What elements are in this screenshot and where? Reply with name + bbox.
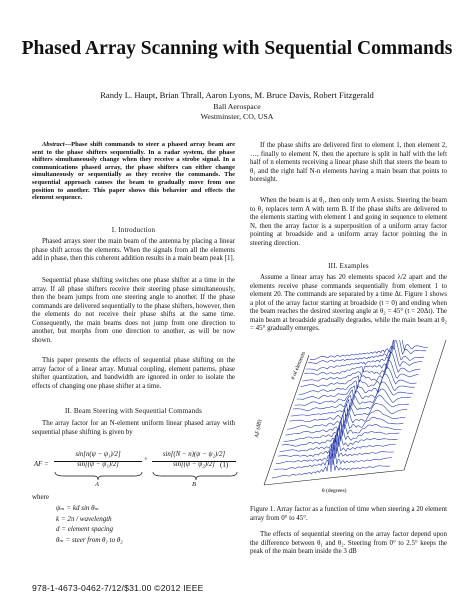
affiliation-org: Ball Aerospace: [213, 102, 261, 111]
right-text-1: If the phase shifts are delivered first to element 1, then element 2, …, finally to element N, then the aperture is split in half with the left half of n elements receiving a linear phase shift that steers the beam to θ₁ and the right half N-n elements having a main beam that points to boresight.: [250, 141, 447, 184]
copyright-footer: 978-1-4673-0462-7/12/$31.00 ©2012 IEEE: [32, 583, 204, 593]
af-curve-6: [283, 419, 401, 441]
plus-sign: +: [144, 456, 148, 463]
af-curve-19: [308, 340, 426, 364]
term-a-numerator: sin[n(ψ − ψ₁)/2]: [75, 451, 121, 458]
right-paragraph-4: [250, 530, 447, 556]
af-curve-8: [287, 409, 405, 429]
term-b-label: B: [192, 481, 196, 488]
section-heading-introduction: I. Introduction: [111, 226, 156, 234]
intro-paragraph-3: [32, 356, 235, 390]
intro-paragraph-1: [32, 237, 235, 263]
elements-axis-line: [264, 355, 309, 485]
af-curve-12: [295, 382, 413, 406]
term-b-denominator: sin[(ψ − ψ₂)/2]: [173, 461, 215, 468]
definition-k: k = 2π / wavelength: [56, 514, 112, 523]
abstract-body: —Phase shift commands to steer a phased array beam are sent to the phase shifters sequentially. In a radar system, the phase shifters simultaneously change when they receive a strobe signal. In a communications phased array, the phase shifters can either change simultaneously or sequentially as they receive the commands. The sequential approach causes the beam to gradually move from one position to another. This paper shows this behavior and effects the element sequence.: [32, 141, 235, 202]
definition-d: d = element spacing: [56, 525, 114, 533]
array-factor-equation: [34, 451, 239, 493]
af-curve-9: [289, 404, 407, 422]
theta-axis-line: [264, 470, 404, 485]
definition-theta: θₘ = steer from θ₁ to θ₂: [56, 535, 123, 544]
intro-text-3: This paper presents the effects of sequential phase shifting on the array factor of a linear array. Mutual coupling, element patterns, phase shifter quantization, and bandwidth are ignored in order to isolate the effects of changing one phase shifter at a time.: [32, 356, 235, 390]
term-a-denominator: sin[(ψ − ψ₁)/2]: [77, 461, 119, 468]
af-curve-20: [310, 340, 428, 360]
theta-axis-label: θ (degrees): [322, 488, 347, 494]
author-list: Randy L. Haupt, Brian Thrall, Aaron Lyons, M. Bruce Davis, Robert Fitzgerald: [100, 90, 374, 100]
depth-axis-line: [404, 340, 446, 470]
term-a-label: A: [95, 481, 99, 488]
af-curve-18: [306, 340, 424, 370]
term-b-numerator: sin[(N − n)(ψ − ψ₂)/2]: [162, 451, 226, 458]
abstract-label: Abstract: [42, 141, 65, 148]
section-heading-examples: III. Examples: [328, 262, 369, 270]
af-curve-7: [285, 414, 403, 436]
af-axis-label: AF (dB): [254, 419, 264, 439]
right-text-3: Assume a linear array has 20 elements spaced λ/2 apart and the elements receive phase commands sequentially from element 1 to element 20. The commands are separated by a time Δt. Figure 1 shows a plot of the array factor starting at broadside (t = 0) and ending when the beam reaches the desired steering angle at θ₂ = 45° (t = 20Δt). The main beam at broadside gradually degrades, while the main beam at θ₂ = 45° gradually emerges.: [250, 273, 447, 333]
figure-1-3d-array-factor: [254, 340, 449, 498]
right-text-2: When the beam is at θ₁, then only term A exists. Steering the beam to θ₂ replaces term A with term B. If the phase shifts are delivered to the elements starting with element 1 and going in sequence to element N, then the array factor is a superposition of a uniform array factor pointing at broadside and a uniform array factor pointing the in steering direction.: [250, 196, 447, 247]
intro-paragraph-2: [32, 276, 235, 344]
abstract: [32, 141, 235, 202]
beam-steering-text: The array factor for an N-element uniform linear phased array with sequential phase shifting is given by: [32, 419, 235, 436]
definition-psi: ψₘ = kd sin θₘ: [56, 504, 99, 512]
intro-text-1: Phased arrays steer the main beam of the antenna by placing a linear phase shift across the elements. When the signals from all the elements add in phase, then this coherent addition results in a main beam peak [1].: [32, 237, 235, 263]
elements-axis-label: # of elements: [290, 351, 307, 381]
figure-1-caption-text: Figure 1. Array factor as a function of time when steering a 20 element array from 0° to 45°.: [250, 505, 447, 522]
where-label: where: [32, 493, 49, 501]
right-paragraph-3: [250, 273, 447, 333]
right-paragraph-1: [250, 141, 447, 184]
underbraces: [54, 471, 238, 481]
equation-lhs: AF =: [34, 461, 49, 468]
equation-definitions: [56, 503, 236, 545]
af-curve-0: [272, 451, 390, 478]
affiliation-location: Westminster, CO, USA: [200, 112, 274, 121]
intro-text-2: Sequential phase shifting switches one phase shifter at a time in the array. If all phase shifters receive their steering phase simultaneously, then the beam jumps from one steering angle to another. If the phase commands are delivered sequentially to the phase shifters, however, then the elements do not receive their phase shifts at the same time. Consequently, the main beams does not jump from one direction to another, but morphs from one direction to another, as will be now shown.: [32, 276, 235, 344]
section-heading-beam-steering: II. Beam Steering with Sequential Commands: [64, 407, 203, 415]
paper-title: Phased Array Scanning with Sequential Commands: [21, 38, 453, 59]
right-paragraph-2: [250, 196, 447, 247]
equation-number: (1): [220, 461, 229, 469]
figure-1-caption: [250, 505, 447, 522]
right-text-4: The effects of sequential steering on the array factor depend upon the difference between θ₁ and θ₂. Steering from 0° to 2.5° keeps the peak of the main beam inside the 3 dB: [250, 530, 447, 556]
beam-steering-paragraph: [32, 419, 235, 436]
array-factor-curves: [272, 340, 428, 478]
